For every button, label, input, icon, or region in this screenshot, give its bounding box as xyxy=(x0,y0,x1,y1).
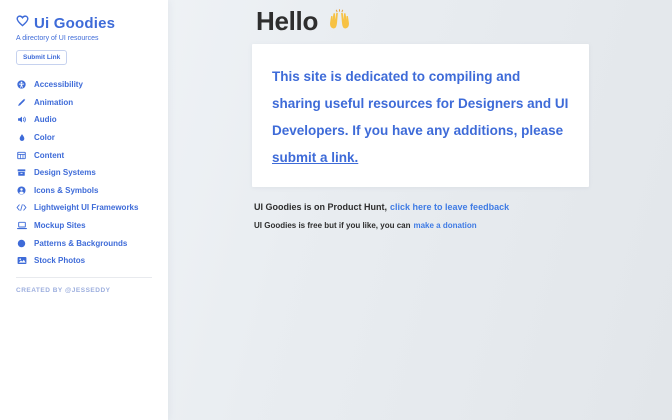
design-systems-icon xyxy=(16,168,27,177)
sidebar-divider xyxy=(16,277,152,278)
audio-icon xyxy=(16,115,27,124)
submit-link-button[interactable]: Submit Link xyxy=(16,50,67,65)
created-by-credit[interactable]: CREATED BY @JESSEDDY xyxy=(16,286,111,294)
sidebar-item-label: Content xyxy=(34,150,65,160)
sidebar-nav xyxy=(16,76,168,270)
sidebar-item-design-systems[interactable] xyxy=(16,164,168,182)
intro-card xyxy=(252,44,589,187)
circle-icon xyxy=(16,239,27,248)
sidebar-item-animation[interactable] xyxy=(16,94,168,112)
sidebar-item-label: Audio xyxy=(34,115,57,125)
color-icon xyxy=(16,133,27,142)
hello-text: Hello xyxy=(256,6,319,36)
heart-icon xyxy=(16,14,29,32)
sidebar-item-label: Lightweight UI Frameworks xyxy=(34,203,139,213)
main-content xyxy=(252,6,589,230)
site-title: Ui Goodies xyxy=(34,14,116,32)
icons-symbols-icon xyxy=(16,186,27,195)
sidebar-item-patterns-backgrounds[interactable] xyxy=(16,234,168,252)
intro-text-body: This site is dedicated to compiling and sharing useful resources for Designers and UI Developers. If you have any additions, please xyxy=(272,69,569,138)
sidebar-item-mockup-sites[interactable] xyxy=(16,217,168,235)
sidebar-item-stock-photos[interactable] xyxy=(16,252,168,270)
sidebar-item-label: Color xyxy=(34,133,55,143)
raising-hands-emoji xyxy=(326,6,353,37)
sidebar-item-label: Animation xyxy=(34,97,74,107)
donation-text: UI Goodies is free but if you like, you can xyxy=(254,221,411,230)
sidebar-item-color[interactable] xyxy=(16,129,168,147)
feedback-link[interactable]: click here to leave feedback xyxy=(390,202,510,212)
sidebar-item-label: Stock Photos xyxy=(34,256,86,266)
animation-icon xyxy=(16,98,27,107)
sidebar-item-content[interactable] xyxy=(16,146,168,164)
site-subtitle: A directory of UI resources xyxy=(16,35,99,42)
content-icon xyxy=(16,151,27,160)
intro-text xyxy=(272,63,571,171)
sidebar-item-audio[interactable] xyxy=(16,111,168,129)
sidebar-item-icons-symbols[interactable] xyxy=(16,182,168,200)
product-hunt-line xyxy=(254,202,589,212)
code-icon xyxy=(16,203,27,212)
sidebar-item-label: Patterns & Backgrounds xyxy=(34,238,128,248)
photo-icon xyxy=(16,256,27,265)
donation-link[interactable]: make a donation xyxy=(413,221,477,230)
page-title xyxy=(256,6,589,37)
sidebar-item-label: Accessibility xyxy=(34,80,83,90)
donation-line xyxy=(254,221,589,230)
logo[interactable] xyxy=(16,14,168,32)
sidebar-item-label: Mockup Sites xyxy=(34,221,86,231)
sidebar-item-label: Icons & Symbols xyxy=(34,185,99,195)
product-hunt-text: UI Goodies is on Product Hunt, xyxy=(254,202,388,212)
sidebar xyxy=(0,0,168,420)
sidebar-item-lightweight-ui-frameworks[interactable] xyxy=(16,199,168,217)
laptop-icon xyxy=(16,221,27,230)
submit-a-link[interactable]: submit a link. xyxy=(272,150,359,165)
sidebar-item-label: Design Systems xyxy=(34,168,96,178)
accessibility-icon xyxy=(16,80,27,89)
sidebar-item-accessibility[interactable] xyxy=(16,76,168,94)
